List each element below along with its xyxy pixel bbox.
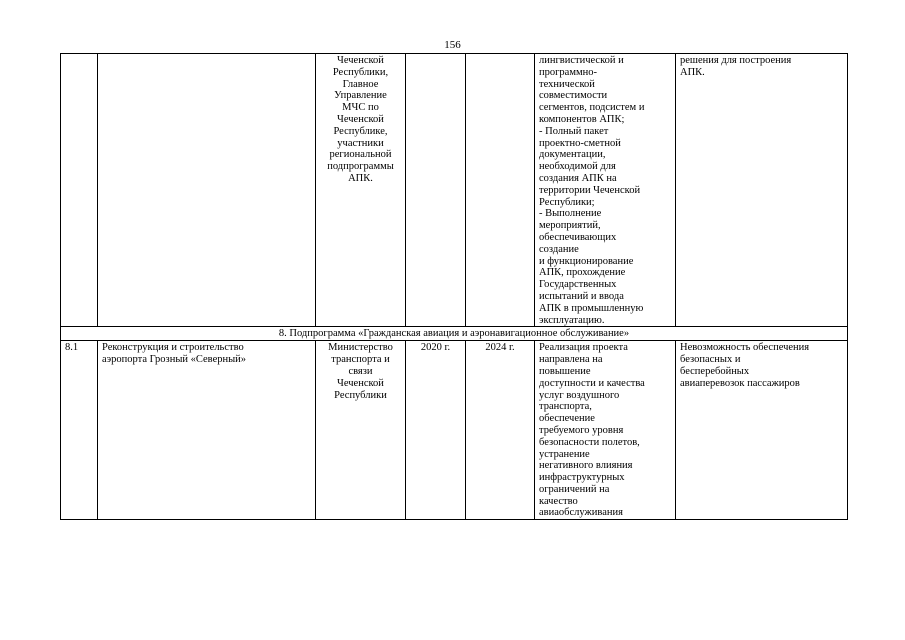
responsible-cell: Министерство транспорта и связи Чеченской Республики [316,341,406,520]
table-row [61,54,848,327]
section-title: 8. Подпрограмма «Гражданская авиация и аэронавигационное обслуживание» [61,327,848,341]
program-table [60,53,848,520]
expected-result-cell: Реализация проекта направлена на повышение доступности и качества услуг воздушного транспорта, обеспечение требуемого уровня безопасности полетов, устранение негативного влияния инфраструктурных ограничений на качество авиаобслуживания [535,341,676,520]
end-year-cell [466,54,535,327]
consequence-cell: Невозможность обеспечения безопасных и бесперебойных авиаперевозок пассажиров [676,341,848,520]
consequence-cell: решения для построения АПК. [676,54,848,327]
responsible-cell: Чеченской Республики, Главное Управление МЧС по Чеченской Республике, участники региональной подпрограммы АПК. [316,54,406,327]
row-number-cell [61,54,98,327]
start-year-cell: 2020 г. [406,341,466,520]
page-number: 156 [444,39,461,51]
row-number-cell: 8.1 [61,341,98,520]
start-year-cell [406,54,466,327]
table-row [61,341,848,520]
end-year-cell: 2024 г. [466,341,535,520]
expected-result-cell: лингвистической и программно- технической совместимости сегментов, подсистем и компонентов АПК; - Полный пакет проектно-сметной документации, необходимой для создания АПК на территории Чеченской Республики; - Выполнение мероприятий, обеспечивающих создание и функционирование АПК, прохождение Государственных испытаний и ввода АПК в промышленную эксплуатацию. [535,54,676,327]
event-name-cell: Реконструкция и строительство аэропорта Грозный «Северный» [98,341,316,520]
section-row [61,327,848,341]
event-name-cell [98,54,316,327]
